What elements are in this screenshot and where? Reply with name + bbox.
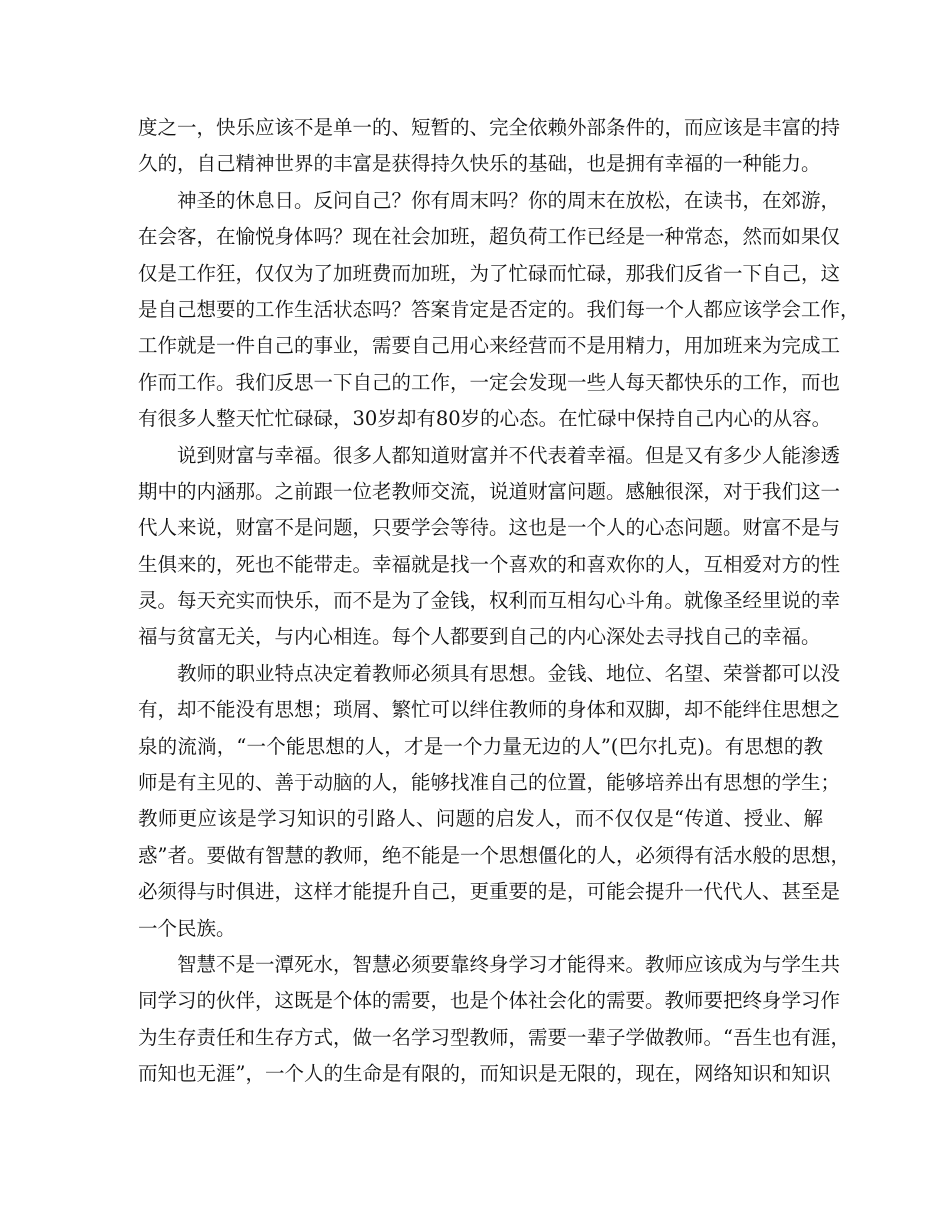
paragraph-4-line-7: 必须得与时俱进，这样才能提升自己，更重要的是，可能会提升一代代人、甚至是 — [138, 880, 841, 904]
paragraph-2-line-2: 在会客，在愉悦身体吗？现在社会加班，超负荷工作已经是一种常态，然而如果仅 — [138, 225, 841, 249]
paragraph-2-line-1: 神圣的休息日。反问自己？你有周末吗？你的周末在放松，在读书，在郊游， — [177, 188, 841, 212]
paragraph-2-line-5: 工作就是一件自己的事业，需要自己用心来经营而不是用精力，用加班来为完成工 — [138, 334, 841, 358]
paragraph-4-line-3: 泉的流淌，“一个能思想的人，才是一个力量无边的人”(巴尔扎克)。有思想的教 — [138, 734, 823, 758]
paragraph-2-line-7: 有很多人整天忙忙碌碌，30岁却有80岁的心态。在忙碌中保持自己内心的从容。 — [138, 407, 832, 431]
paragraph-5-line-1: 智慧不是一潭死水，智慧必须要靠终身学习才能得来。教师应该成为与学生共 — [177, 952, 841, 976]
paragraph-1-line-1: 度之一，快乐应该不是单一的、短暂的、完全依赖外部条件的，而应该是丰富的持 — [138, 116, 841, 139]
paragraph-3-line-3: 代人来说，财富不是问题，只要学会等待。这也是一个人的心态问题。财富不是与 — [138, 516, 841, 540]
paragraph-3-line-4: 生俱来的，死也不能带走。幸福就是找一个喜欢的和喜欢你的人，互相爱对方的性 — [138, 552, 841, 576]
paragraph-4-line-4: 师是有主见的、善于动脑的人，能够找准自己的位置，能够培养出有思想的学生； — [138, 771, 841, 795]
paragraph-3-line-5: 灵。每天充实而快乐，而不是为了金钱，权利而互相勾心斗角。就像圣经里说的幸 — [138, 589, 841, 613]
paragraph-3-line-6: 福与贫富无关，与内心相连。每个人都要到自己的内心深处去寻找自己的幸福。 — [138, 625, 821, 649]
paragraph-1-line-2: 久的，自己精神世界的丰富是获得持久快乐的基础，也是拥有幸福的一种能力。 — [138, 152, 821, 176]
paragraph-4-line-8: 一个民族。 — [138, 916, 236, 940]
paragraph-3-line-2: 期中的内涵那。之前跟一位老教师交流，说道财富问题。感触很深，对于我们这一 — [138, 479, 841, 503]
paragraph-4-line-5: 教师更应该是学习知识的引路人、问题的启发人，而不仅仅是“传道、授业、解 — [138, 807, 823, 831]
paragraph-4-line-6: 惑”者。要做有智慧的教师，绝不能是一个思想僵化的人，必须得有活水般的思想， — [138, 843, 850, 867]
paragraph-5-line-3: 为生存责任和生存方式，做一名学习型教师，需要一辈子学做教师。“吾生也有涯， — [138, 1025, 850, 1049]
paragraph-3-line-1: 说到财富与幸福。很多人都知道财富并不代表着幸福。但是又有多少人能渗透 — [177, 443, 841, 467]
paragraph-2-line-6: 作而工作。我们反思一下自己的工作，一定会发现一些人每天都快乐的工作，而也 — [138, 370, 841, 394]
paragraph-5-line-4: 而知也无涯”，一个人的生命是有限的，而知识是无限的，现在，网络知识和知识 — [138, 1062, 831, 1086]
paragraph-4-line-1: 教师的职业特点决定着教师必须具有思想。金钱、地位、名望、荣誉都可以没 — [177, 661, 841, 685]
paragraph-4-line-2: 有，却不能没有思想；琐屑、繁忙可以绊住教师的身体和双脚，却不能绊住思想之 — [138, 698, 841, 722]
paragraph-2-line-4: 是自己想要的工作生活状态吗？答案肯定是否定的。我们每一个人都应该学会工作， — [138, 297, 860, 321]
document-body — [138, 110, 860, 1093]
paragraph-2-line-3: 仅是工作狂，仅仅为了加班费而加班，为了忙碌而忙碌，那我们反省一下自己，这 — [138, 261, 841, 285]
paragraph-5-line-2: 同学习的伙伴，这既是个体的需要，也是个体社会化的需要。教师要把终身学习作 — [138, 989, 841, 1013]
